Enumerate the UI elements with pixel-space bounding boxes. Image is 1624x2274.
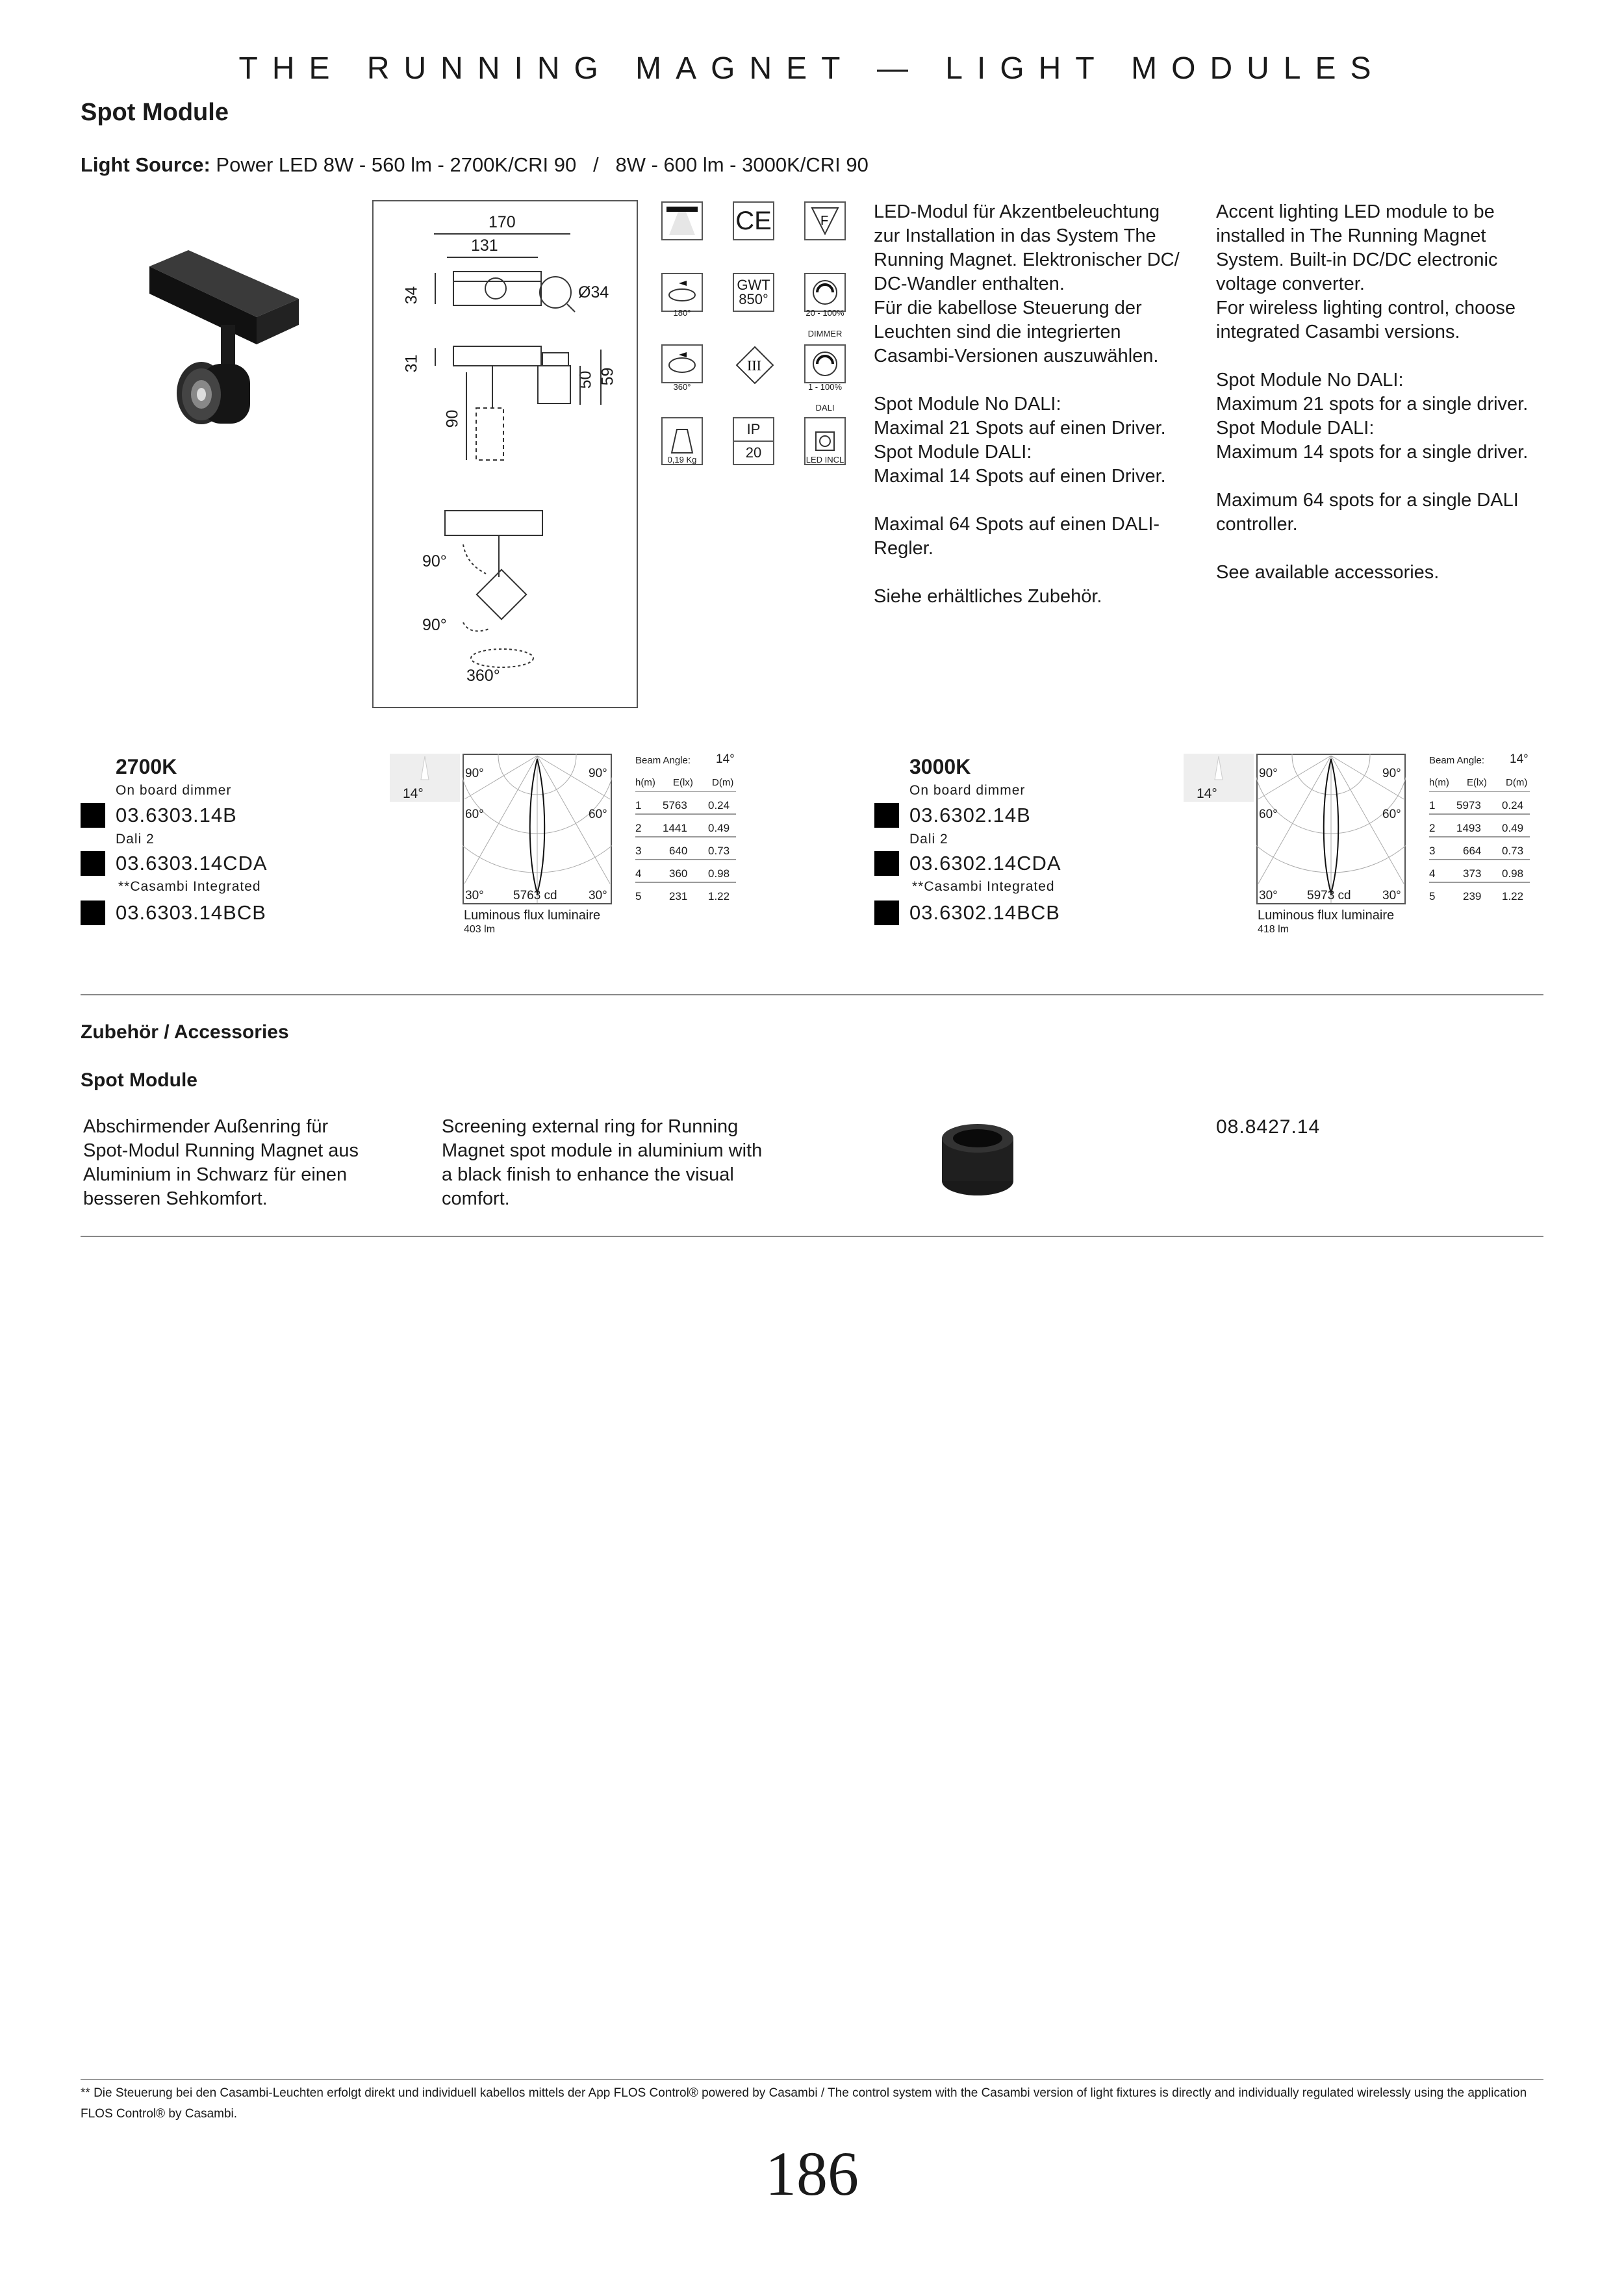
drawing-lines xyxy=(372,200,635,707)
table-cell: 2 xyxy=(635,822,642,834)
class-iii-icon xyxy=(735,346,774,388)
rotation-180-caption: 180° xyxy=(673,308,691,318)
flux-value-3000k: 418 lm xyxy=(1258,924,1289,935)
table-cell: 1.22 xyxy=(708,890,730,902)
table-cell: 4 xyxy=(635,867,642,880)
dimmer-icon xyxy=(804,273,846,312)
f-mark-icon xyxy=(804,201,846,240)
page-number: 186 xyxy=(765,2139,859,2208)
divider xyxy=(81,2079,1543,2080)
variant-3000k-code-1: 03.6302.14B xyxy=(909,804,1031,826)
polar-angle-3000k-60-left: 60° xyxy=(1259,808,1278,821)
table-cell: 5 xyxy=(1429,890,1436,902)
beam-angle-value: 14° xyxy=(716,752,735,766)
table-cell: 0.73 xyxy=(708,845,730,857)
color-swatch xyxy=(874,901,899,925)
table-cell: 231 xyxy=(669,890,688,902)
description-de: LED-Modul für Akzentbeleuchtung zur Installation in das System The Running Magnet. Elektronischer DC/ DC-Wandler enthalten. Für die kabellose Steuerung der Leuchten sind die integrierten Casambi-Versionen auszuwählen. Spot Module No DALI: Maximal 21 Spots auf einen Driver. Spot Module DALI: Maximal 14 Spots auf einen Driver. Maximal 64 Spots auf einen DALI- Regler. Siehe erhältliches Zubehör. xyxy=(874,201,1180,607)
polar-angle-2700k-90-left: 90° xyxy=(465,767,484,780)
table-header: D(m) xyxy=(712,777,734,788)
polar-angle-2700k-60-right: 60° xyxy=(589,808,607,821)
variant-2700k-label-2: Dali 2 xyxy=(116,832,155,847)
rotation-90-bottom: 90° xyxy=(422,616,447,634)
variant-3000k-label-3: **Casambi Integrated xyxy=(912,879,1055,894)
polar-angle-2700k-60-left: 60° xyxy=(465,808,484,821)
variant-2700k-title: 2700K xyxy=(116,755,177,778)
variant-3000k-label-2: Dali 2 xyxy=(909,832,948,847)
led-included-caption: LED INCL xyxy=(806,455,844,465)
variant-3000k-code-2: 03.6302.14CDA xyxy=(909,852,1061,875)
rotation-360: 360° xyxy=(466,667,500,685)
dim-170: 170 xyxy=(488,213,516,231)
dim-59: 59 xyxy=(598,367,617,386)
flux-label-3000k: Luminous flux luminaire xyxy=(1258,908,1395,923)
gwt-value: 850° xyxy=(739,291,768,307)
light-source xyxy=(81,153,869,177)
polar-angle-3000k-90-right: 90° xyxy=(1382,767,1401,780)
beam-icon-3000k xyxy=(1184,754,1254,802)
accessory-description-en: Screening external ring for Running Magnet spot module in aluminium with a black finish to enhance the visual comfort. xyxy=(442,1116,763,1209)
table-cell: 0.24 xyxy=(708,799,730,811)
accessory-code: 08.8427.14 xyxy=(1216,1116,1321,1138)
dim-34: 34 xyxy=(402,286,421,305)
color-swatch xyxy=(874,803,899,828)
polar-angle-3000k-30-right: 30° xyxy=(1382,889,1401,902)
ip-label: IP xyxy=(734,418,773,442)
table-cell: 0.73 xyxy=(1502,845,1524,857)
description-en: Accent lighting LED module to be installed in The Running Magnet System. Built-in DC/DC electronic voltage converter. For wireless lighting control, choose integrated Casambi versions. Spot Module No DALI: Maximum 21 spots for a single driver. Spot Module DALI: Maximum 14 spots for a single driver. Maximum 64 spots for a single DALI controller. See available accessories. xyxy=(1216,201,1529,583)
illuminance-table-2700k xyxy=(635,752,739,908)
gwt-icon xyxy=(733,273,774,312)
table-cell: 239 xyxy=(1463,890,1482,902)
dali-label: DALI xyxy=(815,403,835,413)
ce-mark-icon: CE xyxy=(733,201,774,240)
table-cell: 5763 xyxy=(663,799,687,811)
polar-angle-3000k-30-left: 30° xyxy=(1259,889,1278,902)
table-cell: 5973 xyxy=(1456,799,1481,811)
peak-intensity-2700k: 5763 cd xyxy=(513,889,557,902)
table-header: E(lx) xyxy=(1467,777,1487,788)
dim-31: 31 xyxy=(402,354,421,373)
light-source-value: Power LED 8W - 560 lm - 2700K/CRI 90 / 8W - 600 lm - 3000K/CRI 90 xyxy=(216,153,869,176)
beam-angle-value: 14° xyxy=(1510,752,1529,766)
accessory-ring-image xyxy=(935,1118,1020,1202)
table-cell: 2 xyxy=(1429,822,1436,834)
variant-2700k-label-1: On board dimmer xyxy=(116,783,232,798)
variant-3000k-code-3: 03.6302.14BCB xyxy=(909,901,1060,924)
accessory-description-de: Abschirmender Außenring für Spot-Modul Running Magnet aus Aluminium in Schwarz für einen besseren Sehkomfort. xyxy=(83,1116,359,1209)
table-cell: 0.98 xyxy=(708,867,730,880)
variant-2700k-label-3: **Casambi Integrated xyxy=(118,879,261,894)
table-cell: 360 xyxy=(669,867,688,880)
divider xyxy=(81,1236,1543,1237)
product-image xyxy=(136,240,312,435)
table-header: D(m) xyxy=(1506,777,1528,788)
divider xyxy=(81,994,1543,995)
table-cell: 0.24 xyxy=(1502,799,1524,811)
variant-2700k-code-1: 03.6303.14B xyxy=(116,804,237,826)
accessories-subheading: Spot Module xyxy=(81,1069,197,1091)
dimmer-label: DIMMER xyxy=(807,329,843,339)
table-cell: 1441 xyxy=(663,822,687,834)
color-swatch xyxy=(81,803,105,828)
dali-range: 1 - 100% xyxy=(807,382,843,392)
rotation-90-top: 90° xyxy=(422,552,447,570)
table-cell: 3 xyxy=(635,845,642,857)
dim-90: 90 xyxy=(443,409,462,428)
table-cell: 0.98 xyxy=(1502,867,1524,880)
variant-2700k-code-3: 03.6303.14BCB xyxy=(116,901,266,924)
table-cell: 1.22 xyxy=(1502,890,1524,902)
beam-angle-label: Beam Angle: xyxy=(635,755,691,766)
footnote: ** Die Steuerung bei den Casambi-Leuchten erfolgt direkt und individuell kabellos mittels der App FLOS Control® powered by Casambi / The control system with the Casambi version of light fixtures is directly and individually regulated wirelessly using the application FLOS Control® by Casambi. xyxy=(81,2086,1527,2121)
polar-angle-2700k-30-right: 30° xyxy=(589,889,607,902)
table-header: E(lx) xyxy=(673,777,693,788)
table-cell: 373 xyxy=(1463,867,1482,880)
rotation-360-caption: 360° xyxy=(673,382,691,392)
polar-angle-2700k-30-left: 30° xyxy=(465,889,484,902)
accessories-heading: Zubehör / Accessories xyxy=(81,1021,289,1043)
beam-icon-2700k xyxy=(390,754,460,802)
mounting-icon xyxy=(661,201,703,240)
table-cell: 1 xyxy=(1429,799,1436,811)
color-swatch xyxy=(81,851,105,876)
table-header: h(m) xyxy=(1429,777,1449,788)
color-swatch xyxy=(81,901,105,925)
beam-angle-label: Beam Angle: xyxy=(1429,755,1485,766)
beam-icon-3000k-label: 14° xyxy=(1197,786,1217,801)
flux-value-2700k: 403 lm xyxy=(464,924,496,935)
table-cell: 640 xyxy=(669,845,688,857)
polar-angle-3000k-90-left: 90° xyxy=(1259,767,1278,780)
variant-3000k-title: 3000K xyxy=(909,755,971,778)
rotation-360-icon xyxy=(661,344,703,383)
dali-dimmer-icon xyxy=(804,344,846,383)
table-cell: 1 xyxy=(635,799,642,811)
color-swatch xyxy=(874,851,899,876)
variant-3000k-label-1: On board dimmer xyxy=(909,783,1026,798)
ip-value: 20 xyxy=(745,444,762,461)
variant-2700k-code-2: 03.6303.14CDA xyxy=(116,852,268,875)
svg-text:F: F xyxy=(820,214,829,228)
table-header: h(m) xyxy=(635,777,655,788)
table-cell: 1493 xyxy=(1456,822,1481,834)
ip-rating-icon xyxy=(733,417,774,465)
dim-50: 50 xyxy=(576,370,595,389)
dim-131: 131 xyxy=(471,236,498,255)
polar-angle-3000k-60-right: 60° xyxy=(1382,808,1401,821)
gwt-label: GWT xyxy=(737,277,770,293)
light-source-label: Light Source: xyxy=(81,153,210,176)
table-cell: 0.49 xyxy=(1502,822,1524,834)
table-cell: 664 xyxy=(1463,845,1482,857)
table-cell: 5 xyxy=(635,890,642,902)
beam-icon-2700k-label: 14° xyxy=(403,786,424,801)
flux-label-2700k: Luminous flux luminaire xyxy=(464,908,601,923)
table-cell: 0.49 xyxy=(708,822,730,834)
illuminance-table-3000k xyxy=(1429,752,1533,908)
weight-caption: 0,19 Kg xyxy=(667,455,697,465)
page-header: THE RUNNING MAGNET — LIGHT MODULES xyxy=(238,51,1386,86)
section-title: Spot Module xyxy=(81,99,229,126)
table-cell: 3 xyxy=(1429,845,1436,857)
peak-intensity-3000k: 5973 cd xyxy=(1307,889,1351,902)
rotation-180-icon xyxy=(661,273,703,312)
table-cell: 4 xyxy=(1429,867,1436,880)
polar-angle-2700k-90-right: 90° xyxy=(589,767,607,780)
dimmer-range: 20 - 100% xyxy=(806,308,844,318)
svg-text:III: III xyxy=(747,357,761,374)
dim-34-diameter: Ø34 xyxy=(578,283,609,301)
